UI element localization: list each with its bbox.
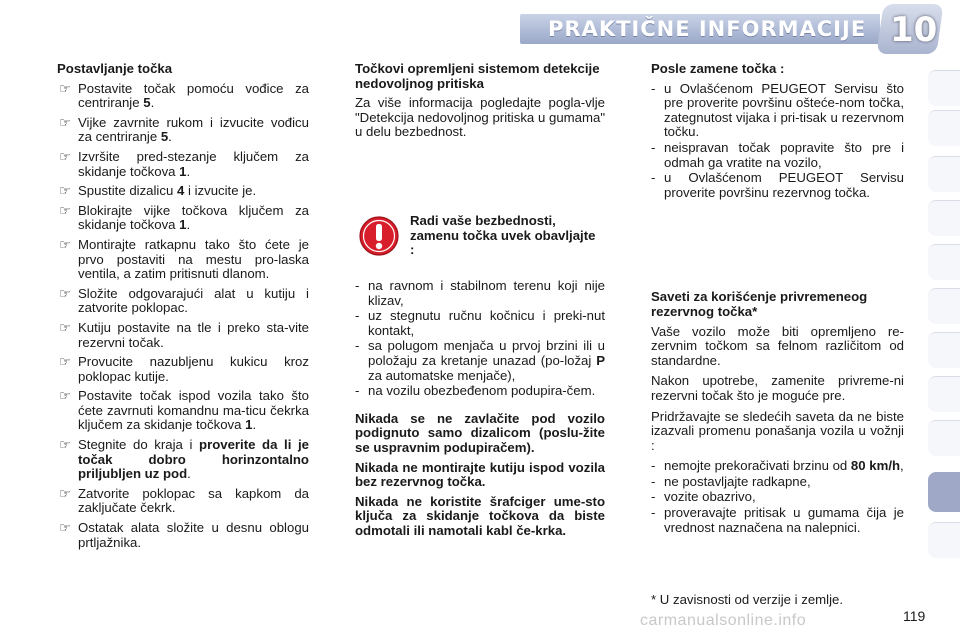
dash-bullet: - (651, 473, 656, 489)
list-item-text: za automatske menjače), (368, 367, 516, 383)
heading-pressure-detection: Točkovi opremljeni sistemom detekcije nedovoljnog pritiska (355, 61, 600, 91)
list-item (651, 171, 904, 200)
chapter-tab[interactable] (928, 244, 960, 280)
list-item-text: Kutiju postavite na tle i preko sta-vite rezervni točak. (78, 319, 309, 350)
safety-prohibitions (355, 412, 605, 539)
list-item-text: Spustite dizalicu (78, 183, 177, 199)
dash-bullet: - (651, 139, 656, 155)
chapter-tab[interactable] (928, 288, 960, 324)
list-item-text: . (252, 417, 257, 433)
list-item-text: Postavite točak pomoću vođice za centriranje (78, 80, 309, 111)
mounting-steps-list (57, 82, 309, 551)
list-item-text: na ravnom i stabilnom terenu koji nije klizav, (368, 277, 605, 308)
pressure-detection-intro: Za više informacija pogledajte pogla-vlje "Detekcija nedovoljnog pritiska u gumama" u delu bezbednost. (355, 95, 605, 140)
list-item-text: Zatvorite poklopac sa kapkom da zaključate čekrk. (78, 485, 309, 516)
list-item-text: neispravan točak popravite što pre i odmah ga vratite na vozilo, (664, 139, 904, 170)
emphasis-text: 1 (179, 217, 187, 233)
pointing-hand-icon: ☞ (59, 236, 71, 252)
list-item (355, 384, 605, 399)
list-item (57, 82, 309, 111)
pointing-hand-icon: ☞ (59, 520, 71, 536)
list-item-text: . (168, 129, 172, 145)
list-item (651, 141, 904, 170)
chapter-tab[interactable] (928, 420, 960, 456)
warning-icon (359, 216, 399, 256)
list-item (57, 287, 309, 316)
page-header (0, 0, 960, 60)
list-item (57, 438, 309, 482)
list-item-text: u Ovlašćenom PEUGEOT Servisu što pre proverite površinu ošteće-nom točka, zategnutost vijaka i pri-tisak u rezervnom točku. (664, 80, 904, 140)
pointing-hand-icon: ☞ (59, 183, 71, 199)
pointing-hand-icon: ☞ (59, 80, 71, 96)
emphasis-text: P (596, 352, 605, 368)
list-item (355, 339, 605, 383)
list-item-text: . (186, 163, 191, 179)
list-item-text: Vijke zavrnite rukom i izvucite vođicu za centriranje (78, 114, 309, 145)
dash-bullet: - (355, 338, 360, 354)
chapter-tab[interactable] (928, 156, 960, 192)
dash-bullet: - (651, 505, 656, 521)
spare-paragraph-3: Pridržavajte se sledećih saveta da ne biste izazvali promenu ponašanja vozila u vožnji : (651, 408, 904, 453)
pointing-hand-icon: ☞ (59, 437, 71, 453)
pointing-hand-icon: ☞ (59, 202, 71, 218)
list-item (57, 355, 309, 384)
pointing-hand-icon: ☞ (59, 285, 71, 301)
chapter-tab-active[interactable] (928, 472, 960, 512)
list-item-text: nemojte prekoračivati brzinu od (664, 458, 851, 474)
list-item (651, 459, 904, 474)
list-item-text: , (900, 458, 904, 474)
column-after-change (651, 62, 904, 536)
prohibition-paragraph: Nikada ne koristite šrafciger ume-sto ključa za skidanje točkova da biste odmotali ili namotali kabl če-krka. (355, 493, 605, 538)
list-item (57, 389, 309, 433)
emphasis-text: 4 (176, 183, 185, 199)
chapter-tab[interactable] (928, 376, 960, 412)
list-item-text: Izvršite pred-stezanje ključem za skidanje točkova (78, 148, 309, 179)
list-item (651, 506, 904, 535)
list-item (651, 475, 904, 490)
heading-after-change: Posle zamene točka : (651, 61, 785, 76)
list-item-text: na vozilu obezbeđenom podupira-čem. (368, 383, 596, 399)
chapter-tab[interactable] (928, 70, 960, 106)
list-item-text: Postavite točak ispod vozila tako što ćete zavrnuti komandnu ma-ticu čekrka ključem za skidanje točkova (78, 388, 309, 433)
chapter-tab[interactable] (928, 332, 960, 368)
dash-bullet: - (355, 308, 360, 324)
dash-bullet: - (355, 277, 360, 293)
watermark: carmanualsonline.info (640, 612, 807, 629)
list-item-text: proveravajte pritisak u gumama čija je vrednost naznačena na nalepnici. (664, 505, 904, 535)
chapter-tab[interactable] (928, 110, 960, 146)
list-item-text: u Ovlašćenom PEUGEOT Servisu proverite površinu rezervnog točka. (664, 170, 904, 200)
dash-bullet: - (651, 489, 656, 505)
list-item-text: vozite obazrivo, (664, 489, 756, 505)
page-number: 119 (903, 608, 926, 624)
spare-advice-list (651, 459, 904, 535)
pointing-hand-icon: ☞ (59, 354, 71, 370)
section-title: PRAKTIČNE INFORMACIJE (548, 17, 867, 41)
list-item-text: uz stegnutu ručnu kočnicu i preki-nut kontakt, (368, 308, 605, 338)
list-item (57, 487, 309, 516)
chapter-tabs (928, 70, 960, 580)
dash-bullet: - (355, 383, 360, 399)
list-item-text: Složite odgovarajući alat u kutiju i zatvorite poklopac. (78, 285, 309, 316)
spare-paragraph-2: Nakon upotrebe, zamenite privreme-ni rezervni točak što je moguće pre. (651, 373, 904, 403)
list-item (57, 521, 309, 550)
chapter-tab[interactable] (928, 522, 960, 558)
dash-bullet: - (651, 170, 656, 186)
pointing-hand-icon: ☞ (59, 485, 71, 501)
list-item-text: Provucite nazubljenu kukicu kroz poklopac kutije. (78, 354, 309, 384)
emphasis-text: 5 (160, 129, 169, 145)
list-item (57, 321, 309, 350)
pointing-hand-icon: ☞ (59, 319, 71, 335)
list-item-text: i izvucite je. (184, 183, 257, 199)
prohibition-paragraph: Nikada se ne zavlačite pod vozilo podignuto samo dizalicom (poslu-žite se uspravnim podupiračem). (355, 410, 605, 455)
safety-warning-title: Radi vaše bezbednosti, zamenu točka uvek obavljajte : (410, 212, 596, 258)
dash-bullet: - (651, 80, 656, 96)
prohibition-paragraph: Nikada ne montirajte kutiju ispod vozila bez rezervnog točka. (355, 459, 605, 490)
emphasis-text: 80 km/h (850, 458, 901, 474)
heading-temporary-spare: Saveti za korišćenje privremeneog rezervnog točka* (651, 289, 868, 319)
list-item-text: sa polugom menjača u prvoj brzini ili u položaju za kretanje unazad (po-ložaj (368, 338, 605, 368)
spare-paragraph-1: Vaše vozilo može biti opremljeno re-zervnim točkom sa felnom različitom od standardne. (651, 323, 904, 368)
list-item-text: . (187, 466, 191, 482)
list-item (651, 490, 904, 505)
emphasis-text: 1 (245, 417, 253, 433)
list-item (57, 238, 309, 282)
emphasis-text: 5 (143, 95, 151, 111)
safety-warning (355, 212, 605, 268)
list-item (57, 150, 309, 179)
footnote: * U zavisnosti od verzije i zemlje. (651, 592, 844, 607)
emphasis-text: 1 (179, 163, 187, 179)
after-change-list (651, 82, 904, 201)
column-pressure-detection (355, 62, 605, 543)
list-item-text: . (150, 95, 155, 111)
list-item (57, 204, 309, 233)
heading-mounting-wheel: Postavljanje točka (57, 61, 173, 76)
list-item-text: ne postavljajte radkapne, (664, 473, 811, 489)
dash-bullet: - (651, 458, 656, 474)
chapter-number: 10 (890, 10, 938, 50)
list-item (57, 116, 309, 145)
list-item-text: Montirajte ratkapnu tako što ćete je prvo postaviti na mestu pro-laska ventila, a zatim pritisnuti dlanom. (78, 236, 309, 282)
pointing-hand-icon: ☞ (59, 388, 71, 404)
column-mounting-wheel (57, 62, 309, 555)
list-item-text: Ostatak alata složite u desnu oblogu prtljažnika. (78, 520, 309, 550)
list-item-text: . (186, 217, 191, 233)
list-item (57, 184, 309, 199)
list-item (355, 279, 605, 308)
list-item-text: Stegnite do kraja i (78, 437, 200, 453)
list-item (651, 82, 904, 140)
emphasis-text: proverite da li je točak dobro horinzontalno priljubljen uz pod (78, 437, 309, 482)
pointing-hand-icon: ☞ (59, 114, 71, 130)
list-item (355, 309, 605, 338)
safety-conditions-list (355, 279, 605, 399)
pointing-hand-icon: ☞ (59, 148, 71, 164)
chapter-tab[interactable] (928, 200, 960, 236)
list-item-text: Blokirajte vijke točkova ključem za skidanje točkova (78, 202, 309, 233)
